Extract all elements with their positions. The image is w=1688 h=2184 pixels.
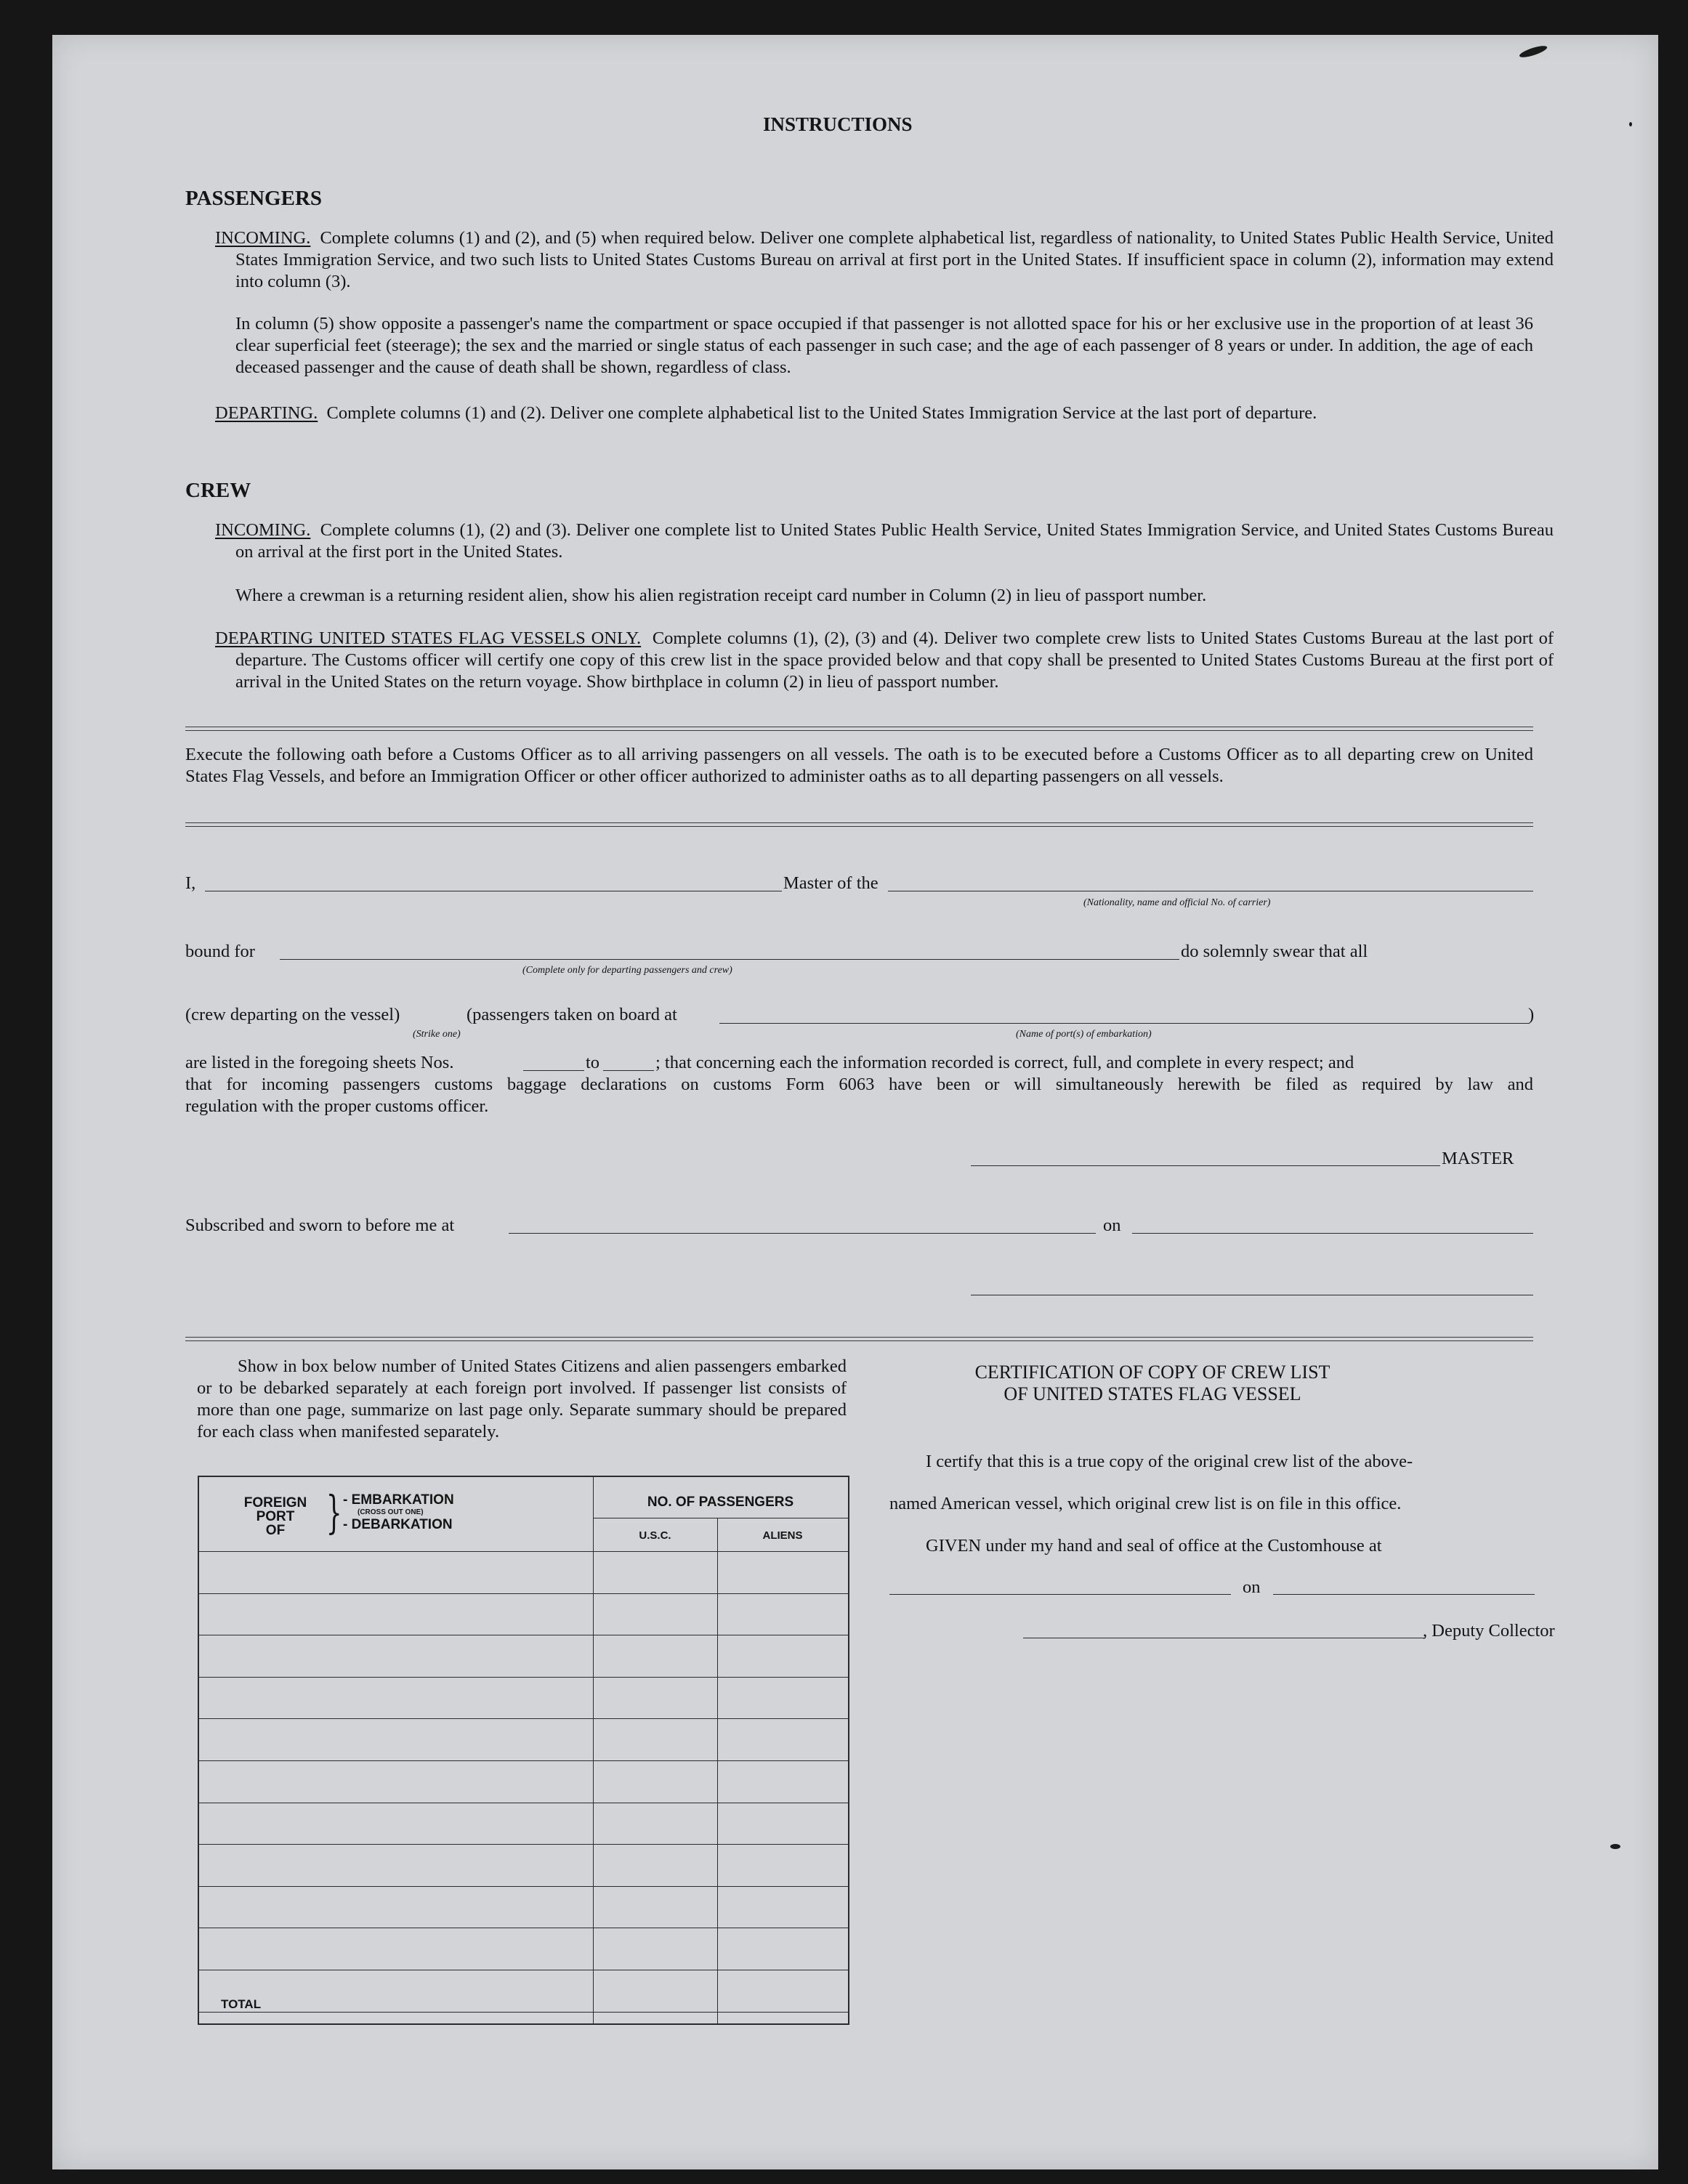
subscribed-on-word: on [1103, 1216, 1121, 1235]
passengers-heading: PASSENGERS [185, 187, 323, 210]
listed-prefix: are listed in the foregoing sheets Nos. [185, 1053, 454, 1072]
crew-departing-text: Complete columns (1), (2), (3) and (4). Deliver two complete crew lists to United States Customs Bureau at the last port of departure. The Customs officer will certify one copy of this crew list in the space provided below and that copy shall be presented to United States Customs Bureau at the first port of arrival in the United States on the return voyage. Show birthplace in column (2) in lieu of passport number. [235, 628, 1554, 692]
passengers-departing-paragraph [215, 403, 1554, 424]
certification-title-1: CERTIFICATION OF COPY OF CREW LIST [974, 1362, 1330, 1383]
certification-on-word: on [1243, 1577, 1261, 1597]
scan-mark [1629, 122, 1632, 126]
scan-mark [1518, 44, 1548, 60]
table-row-rule [199, 1677, 848, 1678]
bound-for-caption: (Complete only for departing passengers and crew) [522, 965, 732, 976]
no-of-passengers-label: NO. OF PASSENGERS [647, 1495, 794, 1510]
certification-line-2: named American vessel, which original crew list is on file in this office. [889, 1494, 1402, 1513]
double-rule-1 [185, 727, 1533, 731]
oath-i-label: I, [185, 873, 196, 893]
crew-incoming-label: INCOMING. [215, 520, 311, 540]
to-word: to [586, 1053, 600, 1072]
subscribed-date-line[interactable] [1132, 1233, 1533, 1234]
certification-line-1: I certify that this is a true copy of the original crew list of the above- [926, 1452, 1413, 1471]
table-row-rule [199, 1844, 848, 1845]
bound-for-line[interactable] [280, 959, 1179, 960]
table-row-rule [199, 1718, 848, 1719]
oath-instruction: Execute the following oath before a Customs Officer as to all arriving passengers on all vessels. The oath is to be executed before a Customs Officer as to all departing crew on United States Flag Vessels, and before an Immigration Officer or other officer authorized to administer oaths as to all departing passengers on all vessels. [185, 745, 1533, 786]
crew-departing-paragraph [215, 628, 1554, 693]
embarkation-port-line[interactable] [719, 1023, 1529, 1024]
certification-line-3: GIVEN under my hand and seal of office at the Customhouse at [926, 1536, 1382, 1556]
swear-text: do solemnly swear that all [1181, 942, 1368, 961]
certification-title-2: OF UNITED STATES FLAG VESSEL [1003, 1383, 1301, 1404]
master-signature-line[interactable] [971, 1165, 1440, 1166]
passengers-incoming-text: Complete columns (1) and (2), and (5) when required below. Deliver one complete alphabetical list, regardless of nationality, to United States Public Health Service, United States Immigration Service, and two such lists to United States Customs Bureau on arrival at first port in the United States. If insufficient space in column (2), information may extend into column (3). [235, 228, 1554, 291]
double-rule-3 [185, 1337, 1533, 1341]
passengers-departing-label: DEPARTING. [215, 403, 318, 423]
cross-out-label: (CROSS OUT ONE) [358, 1508, 424, 1516]
crew-departing-option: (crew departing on the vessel) [185, 1005, 400, 1024]
foreign-port-of-label: FOREIGN PORT OF [243, 1495, 307, 1538]
listed-rest: ; that concerning each the information recorded is correct, full, and complete in every respect; and [655, 1053, 1354, 1072]
strike-one-caption: (Strike one) [413, 1029, 461, 1040]
bound-for-label: bound for [185, 942, 255, 961]
passengers-incoming-label: INCOMING. [215, 228, 311, 248]
table-header-rule [199, 1551, 848, 1552]
table-divider-1 [593, 1477, 594, 2023]
sheet-from-line[interactable] [523, 1070, 584, 1071]
summary-note: Show in box below number of United States Citizens and alien passengers embarked or to be debarked separately at each foreign port involved. If passenger list consists of more than one page, summarize on last page only. Separate summary should be prepared for each class when manifested separately. [197, 1356, 847, 1441]
total-label: TOTAL [221, 1997, 262, 2011]
master-of-label: Master of the [783, 873, 879, 893]
carrier-caption: (Nationality, name and official No. of carrier) [1083, 897, 1271, 908]
deputy-collector-label: , Deputy Collector [1423, 1621, 1555, 1641]
form-sheet [52, 35, 1658, 2169]
debarkation-label: - DEBARKATION [343, 1517, 453, 1532]
passengers-taken-option: (passengers taken on board at [467, 1005, 677, 1024]
crew-heading: CREW [185, 479, 251, 502]
sheet-to-line[interactable] [603, 1070, 654, 1071]
usc-label: U.S.C. [639, 1529, 671, 1542]
scan-mark [1610, 1844, 1620, 1849]
instructions-title: INSTRUCTIONS [763, 113, 913, 135]
master-label: MASTER [1442, 1149, 1514, 1168]
double-rule-2 [185, 822, 1533, 827]
passengers-column5-text: In column (5) show opposite a passenger's name the compartment or space occupied if that passenger is not allotted space for his or her exclusive use in the proportion of at least 36 clear superficial feet (steerage); the sex and the married or single status of each passenger in such case; and the age of each passenger of 8 years or under. In addition, the age of each deceased passenger and the cause of death shall be shown, regardless of class. [235, 314, 1533, 377]
embarkation-label: - EMBARKATION [343, 1492, 454, 1508]
subscribed-place-line[interactable] [509, 1233, 1096, 1234]
passengers-departing-text: Complete columns (1) and (2). Deliver one complete alphabetical list to the United States Immigration Service at the last port of departure. [326, 403, 1317, 423]
customhouse-place-line[interactable] [889, 1594, 1231, 1595]
table-row-rule [199, 1886, 848, 1887]
aliens-label: ALIENS [762, 1529, 803, 1542]
passengers-column5-paragraph [235, 313, 1533, 379]
listed-line-2: that for incoming passengers customs baggage declarations on customs Form 6063 have been or will simultaneously herewith be filed as required by law and [185, 1075, 1533, 1094]
crew-departing-label: DEPARTING UNITED STATES FLAG VESSELS ONLY. [215, 628, 642, 648]
close-paren: ) [1528, 1005, 1535, 1024]
subscribed-label: Subscribed and sworn to before me at [185, 1216, 455, 1235]
crew-incoming-text: Complete columns (1), (2) and (3). Deliver one complete list to United States Public Health Service, United States Immigration Service, and United States Customs Bureau on arrival at the first port in the United States. [235, 520, 1554, 562]
crew-incoming-paragraph [215, 519, 1554, 563]
crew-resident-text: Where a crewman is a returning resident alien, show his alien registration receipt card number in Column (2) in lieu of passport number. [235, 586, 1207, 605]
table-row-rule [199, 2012, 848, 2013]
table-row-rule [199, 1593, 848, 1594]
listed-line-3: regulation with the proper customs officer. [185, 1096, 489, 1116]
passengers-incoming-paragraph [215, 227, 1554, 293]
certification-date-line[interactable] [1273, 1594, 1535, 1595]
passenger-summary-table [198, 1476, 849, 2025]
port-caption: (Name of port(s) of embarkation) [1016, 1029, 1152, 1040]
table-row-rule [199, 1760, 848, 1761]
brace-icon: } [326, 1486, 342, 1539]
